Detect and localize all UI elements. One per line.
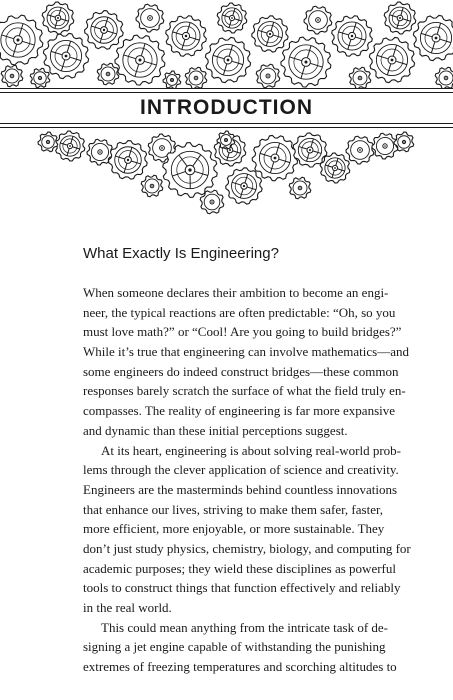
gear-icon bbox=[55, 131, 85, 161]
gear-icon bbox=[43, 33, 88, 78]
gear-icon bbox=[289, 177, 311, 199]
text-line: and dynamic than these initial perceptions suggest. bbox=[83, 422, 348, 438]
gear-icon bbox=[281, 37, 331, 87]
gear-icon bbox=[372, 133, 398, 159]
gear-icon bbox=[97, 63, 119, 85]
gear-icon bbox=[256, 64, 280, 88]
text-line: academic purposes; they wield these disciplines as powerful bbox=[83, 560, 396, 576]
gear-icon bbox=[293, 133, 327, 167]
text-line: neer, the typical reactions are often predictable: “Oh, so you bbox=[83, 304, 396, 320]
text-line: in the real world. bbox=[83, 600, 172, 615]
gear-icon bbox=[320, 153, 350, 183]
gear-icon bbox=[166, 16, 207, 57]
chapter-title-band bbox=[0, 88, 453, 128]
text-line: must love math?” or “Cool! Are you going to build bridges?” bbox=[83, 324, 402, 340]
gear-icon bbox=[42, 2, 74, 34]
gear-icon bbox=[38, 132, 58, 152]
text-line: signing a jet engine capable of withstanding the punishing bbox=[83, 639, 386, 655]
gear-icon bbox=[369, 37, 414, 82]
paragraph bbox=[83, 618, 397, 677]
text-line: lems through the clever application of science and creativity. bbox=[83, 462, 399, 478]
text-line: compasses. The reality of engineering is far more expansive bbox=[83, 403, 396, 419]
gear-icon bbox=[332, 16, 373, 57]
chapter-title: INTRODUCTION bbox=[140, 96, 313, 119]
text-line: tools to construct things that function effectively and reliably bbox=[83, 580, 401, 596]
text-line: Engineers are the masterminds behind countless innovations bbox=[83, 481, 398, 497]
text-line: When someone declares their ambition to become an engi- bbox=[83, 285, 389, 300]
gear-icon bbox=[30, 68, 50, 88]
gear-icon bbox=[346, 136, 374, 164]
gear-icon bbox=[413, 15, 453, 60]
gear-icon bbox=[384, 2, 416, 34]
text-line: some engineers do indeed construct bridges—these common bbox=[83, 363, 399, 379]
text-line: more efficient, more enjoyable, or more sustainable. They bbox=[83, 521, 385, 537]
gear-icon bbox=[185, 67, 207, 89]
text-line: that enhance our lives, striving to make them safer, faster, bbox=[83, 501, 384, 517]
body-text bbox=[83, 283, 411, 677]
gear-icon bbox=[252, 16, 288, 52]
gear-icon bbox=[217, 3, 247, 33]
gear-icon bbox=[349, 67, 371, 89]
gear-icon bbox=[85, 11, 124, 50]
gear-icon bbox=[115, 35, 165, 85]
gear-icon bbox=[435, 67, 453, 89]
text-line: don’t just study physics, chemistry, biology, and computing for bbox=[83, 540, 411, 556]
gear-icon bbox=[0, 15, 43, 65]
text-line: While it’s true that engineering can involve mathematics—and bbox=[83, 344, 409, 360]
gear-icon bbox=[141, 175, 163, 197]
gear-icon bbox=[136, 4, 164, 32]
text-line: This could mean anything from the intricate task of de- bbox=[101, 619, 388, 635]
gear-icon bbox=[205, 37, 250, 82]
paragraph bbox=[83, 283, 409, 441]
gear-icon bbox=[1, 65, 23, 87]
gear-icon bbox=[226, 168, 262, 204]
paragraph bbox=[83, 441, 411, 618]
section-heading: What Exactly Is Engineering? bbox=[83, 245, 279, 262]
gear-icon bbox=[163, 71, 181, 89]
text-line: At its heart, engineering is about solving real-world prob- bbox=[101, 442, 402, 458]
text-line: extremes of freezing temperatures and scorching altitudes to bbox=[83, 659, 397, 675]
gear-icon bbox=[304, 6, 332, 34]
gear-icon bbox=[252, 135, 297, 180]
text-line: responses barely scratch the surface of what the field truly en- bbox=[83, 383, 406, 399]
gear-icon bbox=[109, 141, 148, 180]
